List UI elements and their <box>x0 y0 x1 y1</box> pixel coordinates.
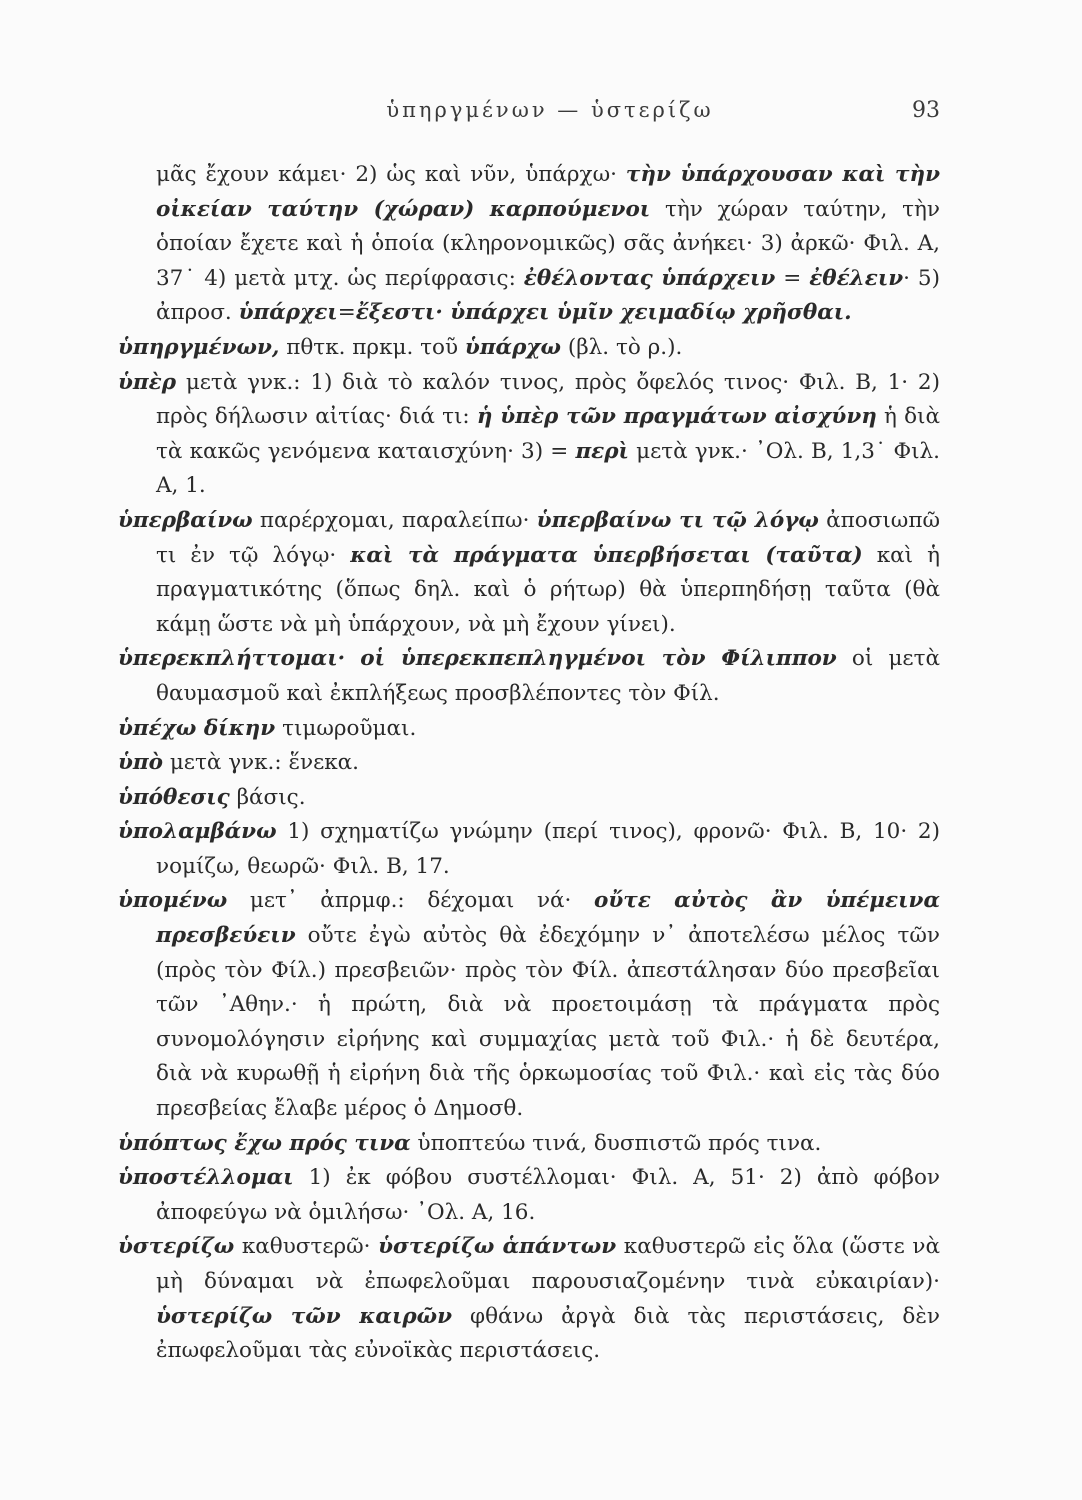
entry-example: περὶ <box>575 438 629 464</box>
entry-text: καὶ ἡ πραγματικότης (ὅπως δηλ. καὶ ὁ ρήτωρ) θὰ ὑπερπηδήσῃ ταῦτα (θὰ κάμῃ ὥστε νὰ μὴ ὑπάρχουν, νὰ μὴ ἔχουν γίνει). <box>156 542 941 637</box>
entry-text: τὴν χώραν ταύτην, τὴν ὁποίαν ἔχετε καὶ ἡ ὁποία (κληρονομικῶς) σᾶς ἀνήκει· 3) ἀρκῶ· Φιλ. Α, 37˙ 4) μετὰ μτχ. ὡς περίφρασις: <box>156 196 940 291</box>
entry-headword: ὑπηργμένων, <box>118 334 280 360</box>
dictionary-entry <box>118 884 940 1126</box>
dictionary-entry <box>118 504 940 642</box>
entry-example: ἡ ὑπὲρ τῶν πραγμάτων αἰσχύνη <box>476 404 877 430</box>
entry-example: ἐθέλοντας ὑπάρχειν <box>523 265 776 291</box>
entry-text: φθάνω ἀργὰ διὰ τὰς περιστάσεις, δὲν ἐπωφελοῦμαι τὰς εὐνοϊκὰς περιστάσεις. <box>156 1303 940 1364</box>
dictionary-entry <box>118 712 940 747</box>
entry-headword: ὑστερίζω <box>118 1234 235 1260</box>
dictionary-entry <box>118 781 940 816</box>
entry-text: = <box>775 265 810 291</box>
entry-headword: ὑπερβαίνω <box>118 507 253 533</box>
dictionary-entry <box>118 746 940 781</box>
entry-example: ἔξεστι· ὑπάρχει ὑμῖν χειμαδίῳ χρῆσθαι. <box>355 300 852 326</box>
dictionary-entry <box>118 1127 940 1162</box>
entry-text: μετὰ γνκ.· ᾿Ολ. Β, 1,3˙ Φιλ. Α, 1. <box>156 438 940 499</box>
entry-text: 1) ἐκ φόβου συστέλλομαι· Φιλ. Α, 51· 2) ἀπὸ φόβον ἀποφεύγω νὰ ὁμιλήσω· ᾿Ολ. Α, 16. <box>156 1165 940 1225</box>
entry-example: ὑπερβαίνω τι τῷ λόγῳ <box>536 507 819 533</box>
entry-headword: ὑπόθεσις <box>118 784 230 810</box>
entry-example: ἐθέλειν <box>809 265 904 291</box>
entry-text: μᾶς ἔχουν κάμει· 2) ὡς καὶ νῦν, ὑπάρχω· <box>156 162 626 187</box>
entry-headword: ὑπόπτως ἔχω πρός τινα <box>118 1130 411 1156</box>
entry-example: ὑστερίζω ἁπάντων <box>378 1234 617 1260</box>
entry-text: καθυστερῶ· <box>234 1234 379 1260</box>
entry-headword: ὑπέχω δίκην <box>118 715 276 741</box>
dictionary-entry <box>118 815 940 884</box>
entry-text <box>345 646 360 671</box>
dictionary-entry <box>118 331 940 366</box>
entry-text: (βλ. τὸ ρ.). <box>561 334 683 360</box>
entry-text: · 5) ἀπροσ. <box>156 265 940 326</box>
entry-example: καὶ τὰ πράγματα ὑπερβήσεται (ταῦτα) <box>350 542 863 568</box>
entry-text: ἡ διὰ τὰ κακῶς γενόμενα καταισχύνη· 3) = <box>156 404 940 464</box>
entry-headword: ὑπομένω <box>118 888 228 914</box>
entry-text: ἀποσιωπῶ τι ἐν τῷ λόγῳ· <box>156 507 940 568</box>
entry-example: ὑστερίζω τῶν καιρῶν <box>156 1303 453 1329</box>
page-number: 93 <box>912 98 940 123</box>
entry-headword: ὑπολαμβάνω <box>118 819 277 845</box>
entry-text: πθτκ. πρκμ. τοῦ <box>279 334 465 360</box>
entry-continuation <box>118 158 940 331</box>
entry-example: ὑπάρχει <box>238 300 338 326</box>
entry-headword: ὑπὸ <box>118 750 163 776</box>
entry-text: τιμωροῦμαι. <box>275 715 417 741</box>
entry-text: βάσις. <box>229 784 306 810</box>
dictionary-entry <box>118 1161 940 1230</box>
entry-list <box>118 158 940 1369</box>
entry-headword: ὑπερεκπλήττομαι· <box>118 646 346 672</box>
entry-example: οὔτε αὐτὸς ἂν ὑπέμεινα πρεσβεύειν <box>156 888 940 949</box>
entry-text: μετὰ γνκ.: 1) διὰ τὸ καλόν τινος, πρὸς ὄφελός τινος· Φιλ. Β, 1· 2) πρὸς δήλωσιν αἰτίας· διά τι: <box>156 369 940 430</box>
entry-headword: ὑπὲρ <box>118 369 177 395</box>
entry-text: μετὰ γνκ.: ἕνεκα. <box>163 750 359 776</box>
dictionary-entry <box>118 366 940 504</box>
entry-example: τὴν ὑπάρχουσαν καὶ τὴν οἰκείαν ταύτην (χώραν) καρπούμενοι <box>156 162 940 222</box>
dictionary-entry <box>118 1230 940 1368</box>
entry-text: ὑποπτεύω τινά, δυσπιστῶ πρός τινα. <box>410 1130 822 1156</box>
entry-example: ὑπάρχω <box>464 334 562 360</box>
entry-text: καθυστερῶ εἰς ὅλα (ὥστε νὰ μὴ δύναμαι νὰ ἐπωφελοῦμαι παρουσιαζομένην τινὰ εὐκαιρίαν)· <box>156 1234 940 1294</box>
entry-text: 1) σχηματίζω γνώμην (περί τινος), φρονῶ· Φιλ. Β, 10· 2) νομίζω, θεωρῶ· Φιλ. Β, 17. <box>156 819 940 879</box>
entry-text: παρέρχομαι, παραλείπω· <box>252 507 537 533</box>
dictionary-entry <box>118 642 940 711</box>
running-head <box>160 98 940 138</box>
entry-text: οἱ μετὰ θαυμασμοῦ καὶ ἐκπλήξεως προσβλέποντες τὸν Φίλ. <box>156 646 940 706</box>
entry-text: μετ᾿ ἀπρμφ.: δέχομαι νά· <box>227 888 595 914</box>
entry-text: = <box>337 300 356 326</box>
entry-example: οἱ ὑπερεκπεπληγμένοι τὸν Φίλιππον <box>360 646 837 672</box>
entry-headword: ὑποστέλλομαι <box>118 1165 294 1191</box>
entry-text: οὔτε ἐγὼ αὐτὸς θὰ ἐδεχόμην ν᾿ ἀποτελέσω μέλος τῶν (πρὸς τὸν Φίλ.) πρεσβειῶν· πρὸς τὸν Φίλ. ἀπεστάλησαν δύο πρεσβεῖαι τῶν ᾿Αθην.· ἡ πρώτη, διὰ νὰ προετοιμάσῃ τὰ πράγματα πρὸς συνομολόγησιν εἰρήνης καὶ συμμαχίας μετὰ τοῦ Φιλ.· ἡ δὲ δευτέρα, διὰ νὰ κυρωθῇ ἡ εἰρήνη διὰ τῆς ὁρκωμοσίας τοῦ Φιλ.· καὶ εἰς τὰς δύο πρεσβείας ἔλαβε μέρος ὁ Δημοσθ. <box>156 923 940 1122</box>
running-title: ὑπηργμένων — ὑστερίζω <box>386 98 714 122</box>
